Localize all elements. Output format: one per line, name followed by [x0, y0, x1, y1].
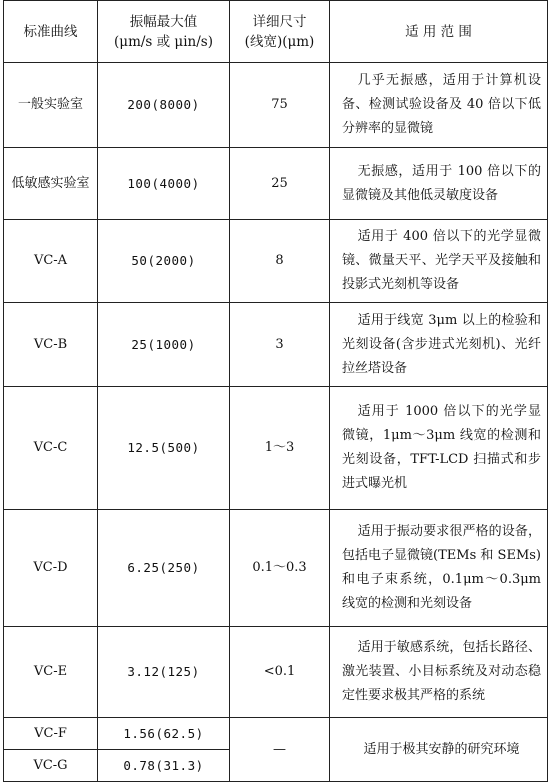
cell-curve: VC-A	[4, 220, 98, 303]
cell-amplitude: 25(1000)	[98, 303, 230, 387]
header-scope: 适 用 范 围	[330, 1, 548, 63]
header-curve: 标准曲线	[4, 1, 98, 63]
table-row	[4, 387, 548, 510]
cell-scope: 适用于振动要求很严格的设备，包括电子显微镜(TEMs 和 SEMs)和电子束系统，0.1μm～0.3μm 线宽的检测和光刻设备	[330, 510, 548, 627]
cell-amplitude: 200(8000)	[98, 63, 230, 148]
header-amplitude-title: 振幅最大值	[129, 13, 198, 30]
cell-scope-merged: 适用于极其安静的研究环境	[330, 718, 548, 782]
cell-curve: VC-F	[4, 718, 98, 750]
cell-curve: VC-C	[4, 387, 98, 510]
cell-curve: 低敏感实验室	[4, 148, 98, 220]
table-row	[4, 627, 548, 718]
cell-curve: VC-E	[4, 627, 98, 718]
cell-curve: VC-B	[4, 303, 98, 387]
table-row	[4, 718, 548, 750]
cell-curve: VC-G	[4, 750, 98, 782]
cell-amplitude: 12.5(500)	[98, 387, 230, 510]
cell-curve: 一般实验室	[4, 63, 98, 148]
cell-detail: 25	[230, 148, 330, 220]
table-header-row	[4, 1, 548, 63]
cell-scope: 无振感，适用于 100 倍以下的显微镜及其他低灵敏度设备	[330, 148, 548, 220]
cell-scope: 适用于敏感系统，包括长路径、激光装置、小目标系统及对动态稳定性要求极其严格的系统	[330, 627, 548, 718]
cell-scope: 适用于线宽 3μm 以上的检验和光刻设备(含步进式光刻机)、光纤拉丝塔设备	[330, 303, 548, 387]
table-row	[4, 220, 548, 303]
table-row	[4, 510, 548, 627]
cell-detail: 75	[230, 63, 330, 148]
cell-amplitude: 1.56(62.5)	[98, 718, 230, 750]
cell-scope: 适用于 1000 倍以下的光学显微镜，1μm～3μm 线宽的检测和光刻设备，TFT-LCD 扫描式和步进式曝光机	[330, 387, 548, 510]
cell-detail-merged: —	[230, 718, 330, 782]
cell-detail: 0.1～0.3	[230, 510, 330, 627]
cell-amplitude: 100(4000)	[98, 148, 230, 220]
cell-scope: 适用于 400 倍以下的光学显微镜、微量天平、光学天平及接触和投影式光刻机等设备	[330, 220, 548, 303]
table-row	[4, 63, 548, 148]
header-detail-unit: (线宽)(μm)	[244, 33, 315, 50]
header-detail-title: 详细尺寸	[252, 13, 307, 30]
cell-amplitude: 50(2000)	[98, 220, 230, 303]
header-amplitude	[98, 1, 230, 63]
cell-amplitude: 0.78(31.3)	[98, 750, 230, 782]
cell-detail: 8	[230, 220, 330, 303]
header-amplitude-unit: (μm/s 或 μin/s)	[114, 33, 213, 50]
table-row	[4, 303, 548, 387]
cell-amplitude: 3.12(125)	[98, 627, 230, 718]
cell-detail: 3	[230, 303, 330, 387]
cell-amplitude: 6.25(250)	[98, 510, 230, 627]
header-detail	[230, 1, 330, 63]
vibration-criteria-table	[3, 0, 548, 782]
cell-detail: 1～3	[230, 387, 330, 510]
cell-detail: <0.1	[230, 627, 330, 718]
cell-curve: VC-D	[4, 510, 98, 627]
cell-scope: 几乎无振感，适用于计算机设备、检测试验设备及 40 倍以下低分辨率的显微镜	[330, 63, 548, 148]
table-row	[4, 148, 548, 220]
